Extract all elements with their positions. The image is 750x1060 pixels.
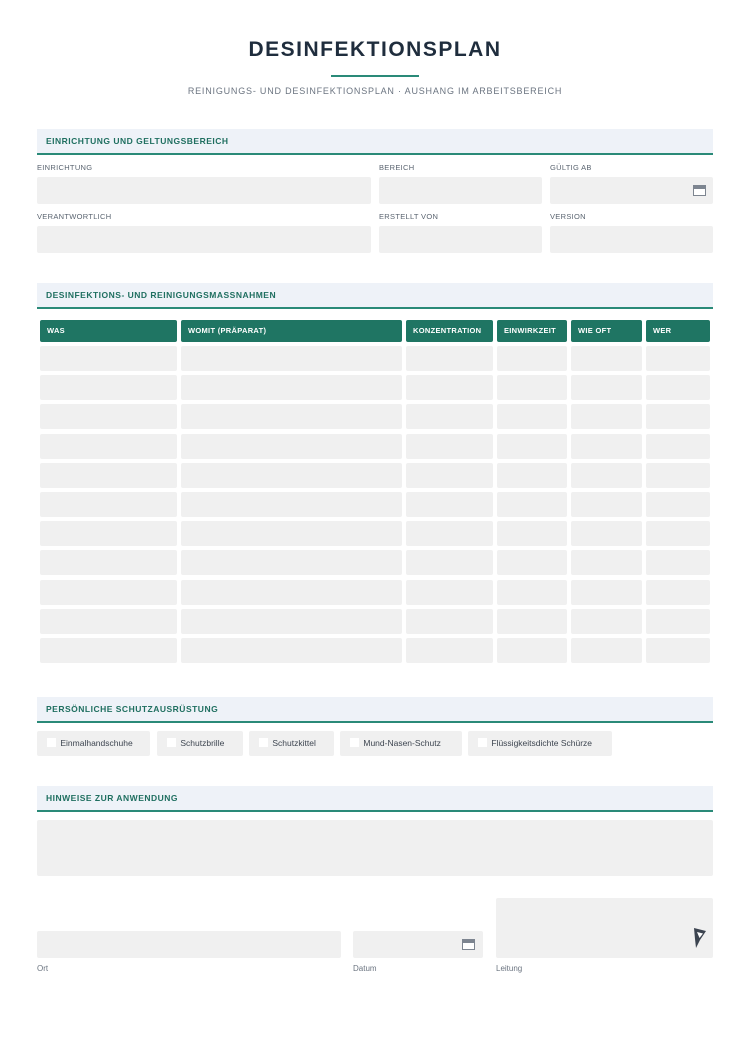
ppe-option-schuerze[interactable]: Flüssigkeitsdichte Schürze bbox=[468, 731, 612, 756]
table-cell-wie-oft[interactable] bbox=[571, 550, 642, 575]
table-cell-einwirkzeit[interactable] bbox=[497, 638, 567, 663]
table-cell-wer[interactable] bbox=[646, 638, 710, 663]
table-cell-wer[interactable] bbox=[646, 609, 710, 634]
table-cell-womit[interactable] bbox=[181, 346, 402, 371]
table-cell-konzentration[interactable] bbox=[406, 346, 493, 371]
table-cell-konzentration[interactable] bbox=[406, 521, 493, 546]
table-cell-wer[interactable] bbox=[646, 463, 710, 488]
table-cell-womit[interactable] bbox=[181, 404, 402, 429]
table-cell-einwirkzeit[interactable] bbox=[497, 609, 567, 634]
table-cell-wie-oft[interactable] bbox=[571, 609, 642, 634]
table-cell-womit[interactable] bbox=[181, 550, 402, 575]
gueltig-ab-date-field[interactable] bbox=[550, 177, 713, 204]
section-heading-hinweise: HINWEISE ZUR ANWENDUNG bbox=[37, 786, 713, 812]
section-heading-massnahmen: DESINFEKTIONS- UND REINIGUNGSMASSNAHMEN bbox=[37, 283, 713, 309]
column-header-was: WAS bbox=[40, 320, 177, 342]
table-cell-konzentration[interactable] bbox=[406, 492, 493, 517]
table-cell-was[interactable] bbox=[40, 580, 177, 605]
table-cell-einwirkzeit[interactable] bbox=[497, 492, 567, 517]
table-cell-womit[interactable] bbox=[181, 609, 402, 634]
table-cell-wer[interactable] bbox=[646, 434, 710, 459]
table-cell-einwirkzeit[interactable] bbox=[497, 521, 567, 546]
label-gueltig-ab: GÜLTIG AB bbox=[550, 163, 592, 172]
table-cell-konzentration[interactable] bbox=[406, 550, 493, 575]
column-header-wie-oft: WIE OFT bbox=[571, 320, 642, 342]
table-cell-konzentration[interactable] bbox=[406, 375, 493, 400]
label-verantwortlich: VERANTWORTLICH bbox=[37, 212, 112, 221]
table-cell-konzentration[interactable] bbox=[406, 580, 493, 605]
table-cell-wie-oft[interactable] bbox=[571, 521, 642, 546]
calendar-icon[interactable] bbox=[693, 185, 706, 196]
table-cell-womit[interactable] bbox=[181, 521, 402, 546]
column-header-wer: WER bbox=[646, 320, 710, 342]
table-cell-wie-oft[interactable] bbox=[571, 375, 642, 400]
table-cell-einwirkzeit[interactable] bbox=[497, 434, 567, 459]
table-cell-wer[interactable] bbox=[646, 492, 710, 517]
table-cell-womit[interactable] bbox=[181, 638, 402, 663]
table-cell-wie-oft[interactable] bbox=[571, 463, 642, 488]
table-cell-einwirkzeit[interactable] bbox=[497, 550, 567, 575]
table-cell-was[interactable] bbox=[40, 404, 177, 429]
page-subtitle: REINIGUNGS- UND DESINFEKTIONSPLAN · AUSHANG IM ARBEITSBEREICH bbox=[187, 86, 563, 96]
signature-field[interactable] bbox=[496, 898, 713, 958]
table-cell-einwirkzeit[interactable] bbox=[497, 346, 567, 371]
pen-icon bbox=[692, 926, 708, 950]
ppe-option-mund-nasen-schutz[interactable]: Mund-Nasen-Schutz bbox=[340, 731, 462, 756]
table-cell-einwirkzeit[interactable] bbox=[497, 463, 567, 488]
label-ort: Ort bbox=[37, 964, 49, 973]
label-bereich: BEREICH bbox=[379, 163, 415, 172]
table-cell-wer[interactable] bbox=[646, 346, 710, 371]
table-cell-einwirkzeit[interactable] bbox=[497, 580, 567, 605]
ppe-option-schutzbrille[interactable]: Schutzbrille bbox=[157, 731, 243, 756]
table-cell-womit[interactable] bbox=[181, 434, 402, 459]
table-cell-wer[interactable] bbox=[646, 375, 710, 400]
table-cell-wie-oft[interactable] bbox=[571, 580, 642, 605]
label-datum: Datum bbox=[353, 964, 377, 973]
ppe-option-einmalhandschuhe[interactable]: Einmalhandschuhe bbox=[37, 731, 150, 756]
einrichtung-field[interactable] bbox=[37, 177, 371, 204]
table-cell-womit[interactable] bbox=[181, 463, 402, 488]
calendar-icon[interactable] bbox=[462, 939, 475, 950]
table-cell-wie-oft[interactable] bbox=[571, 638, 642, 663]
table-cell-wie-oft[interactable] bbox=[571, 492, 642, 517]
section-heading-schutzausruestung: PERSÖNLICHE SCHUTZAUSRÜSTUNG bbox=[37, 697, 713, 723]
table-cell-was[interactable] bbox=[40, 609, 177, 634]
verantwortlich-field[interactable] bbox=[37, 226, 371, 253]
table-cell-womit[interactable] bbox=[181, 492, 402, 517]
label-einrichtung: EINRICHTUNG bbox=[37, 163, 93, 172]
checkbox[interactable] bbox=[259, 738, 268, 747]
table-cell-was[interactable] bbox=[40, 492, 177, 517]
table-cell-wie-oft[interactable] bbox=[571, 434, 642, 459]
version-field[interactable] bbox=[550, 226, 713, 253]
label-version: VERSION bbox=[550, 212, 586, 221]
checkbox[interactable] bbox=[47, 738, 56, 747]
datum-field[interactable] bbox=[353, 931, 483, 958]
ort-field[interactable] bbox=[37, 931, 341, 958]
table-cell-wer[interactable] bbox=[646, 580, 710, 605]
column-header-konzentration: KONZENTRATION bbox=[406, 320, 493, 342]
table-cell-was[interactable] bbox=[40, 375, 177, 400]
checkbox[interactable] bbox=[478, 738, 487, 747]
table-cell-was[interactable] bbox=[40, 434, 177, 459]
table-cell-wie-oft[interactable] bbox=[571, 346, 642, 371]
hinweise-textarea[interactable] bbox=[37, 820, 713, 876]
table-cell-wer[interactable] bbox=[646, 521, 710, 546]
label-leitung: Leitung bbox=[496, 964, 523, 973]
ppe-option-schutzkittel[interactable]: Schutzkittel bbox=[249, 731, 334, 756]
table-cell-was[interactable] bbox=[40, 346, 177, 371]
table-cell-was[interactable] bbox=[40, 550, 177, 575]
table-cell-womit[interactable] bbox=[181, 375, 402, 400]
checkbox[interactable] bbox=[350, 738, 359, 747]
page-title: DESINFEKTIONSPLAN bbox=[248, 38, 502, 61]
table-cell-wer[interactable] bbox=[646, 404, 710, 429]
table-cell-wer[interactable] bbox=[646, 550, 710, 575]
table-cell-was[interactable] bbox=[40, 521, 177, 546]
section-heading-einrichtung: EINRICHTUNG UND GELTUNGSBEREICH bbox=[37, 129, 713, 155]
label-erstellt-von: ERSTELLT VON bbox=[379, 212, 439, 221]
table-cell-wie-oft[interactable] bbox=[571, 404, 642, 429]
erstellt-von-field[interactable] bbox=[379, 226, 542, 253]
table-cell-konzentration[interactable] bbox=[406, 434, 493, 459]
table-cell-einwirkzeit[interactable] bbox=[497, 404, 567, 429]
table-cell-konzentration[interactable] bbox=[406, 638, 493, 663]
title-divider bbox=[331, 75, 419, 77]
table-cell-konzentration[interactable] bbox=[406, 609, 493, 634]
checkbox[interactable] bbox=[167, 738, 176, 747]
column-header-einwirkzeit: EINWIRKZEIT bbox=[497, 320, 567, 342]
table-cell-was[interactable] bbox=[40, 463, 177, 488]
table-cell-konzentration[interactable] bbox=[406, 404, 493, 429]
table-cell-womit[interactable] bbox=[181, 580, 402, 605]
table-cell-einwirkzeit[interactable] bbox=[497, 375, 567, 400]
table-cell-konzentration[interactable] bbox=[406, 463, 493, 488]
table-cell-was[interactable] bbox=[40, 638, 177, 663]
column-header-womit: WOMIT (PRÄPARAT) bbox=[181, 320, 402, 342]
bereich-field[interactable] bbox=[379, 177, 542, 204]
